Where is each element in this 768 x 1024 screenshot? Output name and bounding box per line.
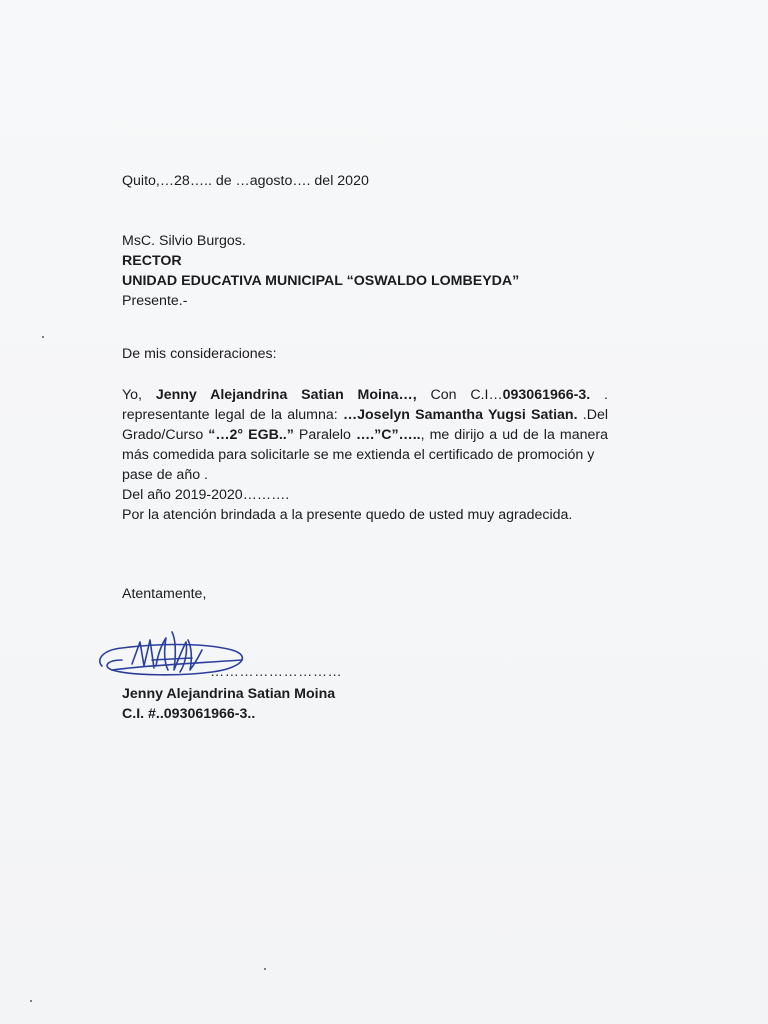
body-line-3 xyxy=(122,425,608,445)
signer-name: Jenny Alejandrina Satian Moina xyxy=(122,686,336,702)
body-text-fragment: Yo, xyxy=(122,387,142,403)
body-line-1 xyxy=(122,385,608,405)
greeting: De mis consideraciones: xyxy=(122,346,277,362)
recipient-block xyxy=(122,231,519,311)
body-text-fragment: Grado/Curso xyxy=(122,427,204,443)
body-line-4: más comedida para solicitarle se me extienda el certificado de promoción y xyxy=(122,447,595,463)
closing: Atentamente, xyxy=(122,586,207,602)
body-text-fragment: Paralelo xyxy=(298,427,351,443)
body-text-fragment: Con C.I… xyxy=(430,387,503,403)
letter-body xyxy=(122,385,608,525)
recipient-name: MsC. Silvio Burgos. xyxy=(122,233,246,249)
signature-line: ……………………… xyxy=(210,664,343,680)
body-text-fragment: , me dirijo a ud de la manera xyxy=(420,427,608,443)
letter-date: Quito,…28….. de …agosto…. del 2020 xyxy=(122,173,369,189)
body-line-6: Del año 2019-2020………. xyxy=(122,487,290,503)
signer-ci: C.I. #..093061966-3.. xyxy=(122,706,256,722)
parent-ci: 093061966-3. xyxy=(502,387,591,403)
body-line-7: Por la atención brindada a la presente quedo de usted muy agradecida. xyxy=(122,507,573,523)
scan-speck xyxy=(30,1000,32,1002)
scan-speck xyxy=(264,968,266,970)
body-text-fragment: .Del xyxy=(582,407,609,423)
student-paralelo: ….”C”….. xyxy=(355,427,421,443)
scan-speck xyxy=(42,336,44,338)
parent-name: Jenny Alejandrina Satian Moina…, xyxy=(155,387,417,403)
recipient-presente: Presente.- xyxy=(122,293,188,309)
student-grade: “…2° EGB..” xyxy=(208,427,294,443)
body-line-2 xyxy=(122,405,608,425)
recipient-role: RECTOR xyxy=(122,253,182,269)
body-line-5: pase de año . xyxy=(122,467,208,483)
recipient-institution: UNIDAD EDUCATIVA MUNICIPAL “OSWALDO LOMBEYDA” xyxy=(122,273,520,289)
body-text-fragment: . xyxy=(604,387,608,403)
student-name: …Joselyn Samantha Yugsi Satian. xyxy=(342,407,578,423)
signer-block xyxy=(122,684,335,724)
body-text-fragment: representante legal de la alumna: xyxy=(122,407,338,423)
